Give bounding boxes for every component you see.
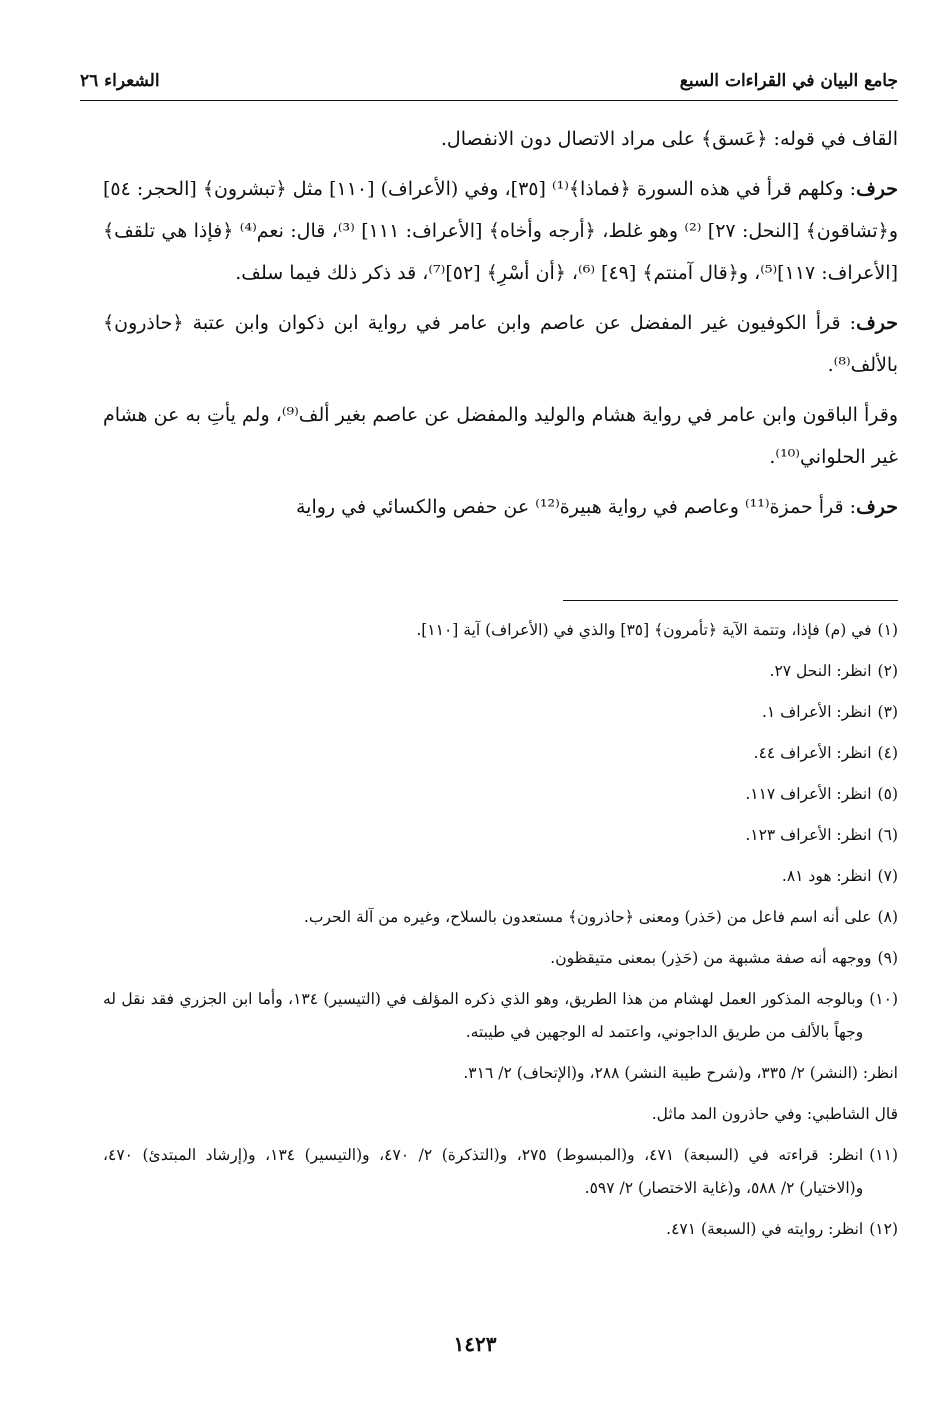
- footnote-9: [103, 942, 898, 975]
- footnote-number: (٣): [877, 703, 898, 721]
- footnote-number: (٤): [877, 744, 898, 762]
- paragraph-2-text: : وكلهم قرأ في هذه السورة ﴿فماذا﴾⁽¹⁾ [٣٥]، وفي (الأعراف) [١١٠] مثل ﴿تبشرون﴾ [الحجر: ٥٤] و﴿تشاقون﴾ [النحل: ٢٧] ⁽²⁾ وهو غلط، ﴿أرجه وأخاه﴾ [الأعراف: ١١١] ⁽³⁾، قال: نعم⁽⁴⁾ ﴿فإذا هي تلقف﴾ [الأعراف: ١١٧]⁽⁵⁾، و﴿قال آمنتم﴾ [٤٩] ⁽⁶⁾، ﴿أن أسْرِ﴾ [٥٢]⁽⁷⁾، قد ذكر ذلك فيما سلف.: [103, 178, 898, 284]
- footnote-11: [103, 1139, 898, 1205]
- footnote-text: على أنه اسم فاعل من (حَذر) ومعنى ﴿حاذرون﴾ مستعدون بالسلاح، وغيره من آلة الحرب.: [303, 908, 872, 926]
- harf-label: حرف: [856, 496, 898, 518]
- harf-label: حرف: [856, 178, 898, 200]
- footnote-1: [103, 614, 898, 647]
- paragraph-3: [103, 302, 898, 386]
- paragraph-3-text: : قرأ الكوفيون غير المفضل عن عاصم وابن عامر في رواية ابن ذكوان وابن عتبة ﴿حاذرون﴾ بالألف⁽⁸⁾.: [103, 312, 898, 376]
- footnote-text: في (م) فإذا، وتتمة الآية ﴿تأمرون﴾ [٣٥] والذي في (الأعراف) آية [١١٠].: [416, 621, 872, 639]
- footnote-text: وبالوجه المذكور العمل لهشام من هذا الطريق، وهو الذي ذكره المؤلف في (التيسير) ١٣٤، وأما ابن الجزري فقد نقل له وجهاً بالألف من طريق الداجوني، واعتمد له الوجهين في طيبته.: [103, 990, 864, 1041]
- header-rule: [80, 100, 898, 101]
- paragraph-4: وقرأ الباقون وابن عامر في رواية هشام والوليد والمفضل عن عاصم بغير ألف⁽⁹⁾، ولم يأتِ به عن هشام غير الحلواني⁽¹⁰⁾.: [103, 404, 898, 468]
- footnote-number: (١٢): [869, 1220, 898, 1238]
- footnote-text: انظر: الأعراف ٤٤.: [753, 744, 872, 762]
- footnote-5: [103, 778, 898, 811]
- footnote-number: (٨): [877, 908, 898, 926]
- footnote-10: [103, 983, 898, 1049]
- footnote-text: انظر: قراءته في (السبعة) ٤٧١، و(المبسوط) ٢٧٥، و(التذكرة) ٢/ ٤٧٠، و(التيسير) ١٣٤، و(إرشاد المبتدئ) ٤٧٠، و(الاختيار) ٢/ ٥٨٨، و(غاية الاختصار) ٢/ ٥٩٧.: [103, 1146, 864, 1197]
- footnotes: [103, 614, 898, 1254]
- footnote-12: [103, 1213, 898, 1246]
- footnote-text: انظر: روايته في (السبعة) ٤٧١.: [666, 1220, 864, 1238]
- paragraph-2: [103, 168, 898, 294]
- footnote-8: [103, 901, 898, 934]
- footnote-2: [103, 655, 898, 688]
- footnote-text: انظر: النحل ٢٧.: [769, 662, 872, 680]
- footnote-text: ووجهه أنه صفة مشبهة من (حَذِر) بمعنى متيقظون.: [550, 949, 872, 967]
- footnote-text: انظر: الأعراف ١.: [761, 703, 872, 721]
- paragraph-1: القاف في قوله: ﴿عَسق﴾ على مراد الاتصال دون الانفصال.: [440, 128, 898, 150]
- footnote-10-reference: انظر: (النشر) ٢/ ٣٣٥، و(شرح طيبة النشر) ٢٨٨، و(الإتحاف) ٢/ ٣١٦.: [463, 1064, 898, 1082]
- footnote-number: (٥): [877, 785, 898, 803]
- footnote-6: [103, 819, 898, 852]
- harf-label: حرف: [856, 312, 898, 334]
- footnote-number: (١٠): [869, 990, 898, 1008]
- footnote-number: (١): [877, 621, 898, 639]
- paragraph-5-text: : قرأ حمزة⁽¹¹⁾ وعاصم في رواية هبيرة⁽¹²⁾ عن حفص والكسائي في رواية: [295, 496, 857, 518]
- footnote-text: انظر: هود ٨١.: [781, 867, 872, 885]
- main-text: [103, 118, 898, 536]
- footnote-number: (٧): [877, 867, 898, 885]
- footnote-number: (٦): [877, 826, 898, 844]
- footnote-number: (٩): [877, 949, 898, 967]
- footnote-4: [103, 737, 898, 770]
- footnote-number: (١١): [869, 1146, 898, 1164]
- surah-label: الشعراء ٢٦: [80, 71, 160, 91]
- footnote-3: [103, 696, 898, 729]
- footnote-text: انظر: الأعراف ١٢٣.: [745, 826, 872, 844]
- footnote-text: انظر: الأعراف ١١٧.: [745, 785, 872, 803]
- footnote-number: (٢): [877, 662, 898, 680]
- footnote-separator: [563, 600, 898, 601]
- book-title: جامع البيان في القراءات السبع: [679, 71, 898, 91]
- paragraph-5: [103, 486, 898, 528]
- running-header: [80, 66, 898, 96]
- page-number: ١٤٢٣: [453, 1332, 497, 1356]
- footnote-10-shatibi-quote: قال الشاطبي: وفي حاذرون المد ماثل.: [651, 1105, 898, 1123]
- footnote-7: [103, 860, 898, 893]
